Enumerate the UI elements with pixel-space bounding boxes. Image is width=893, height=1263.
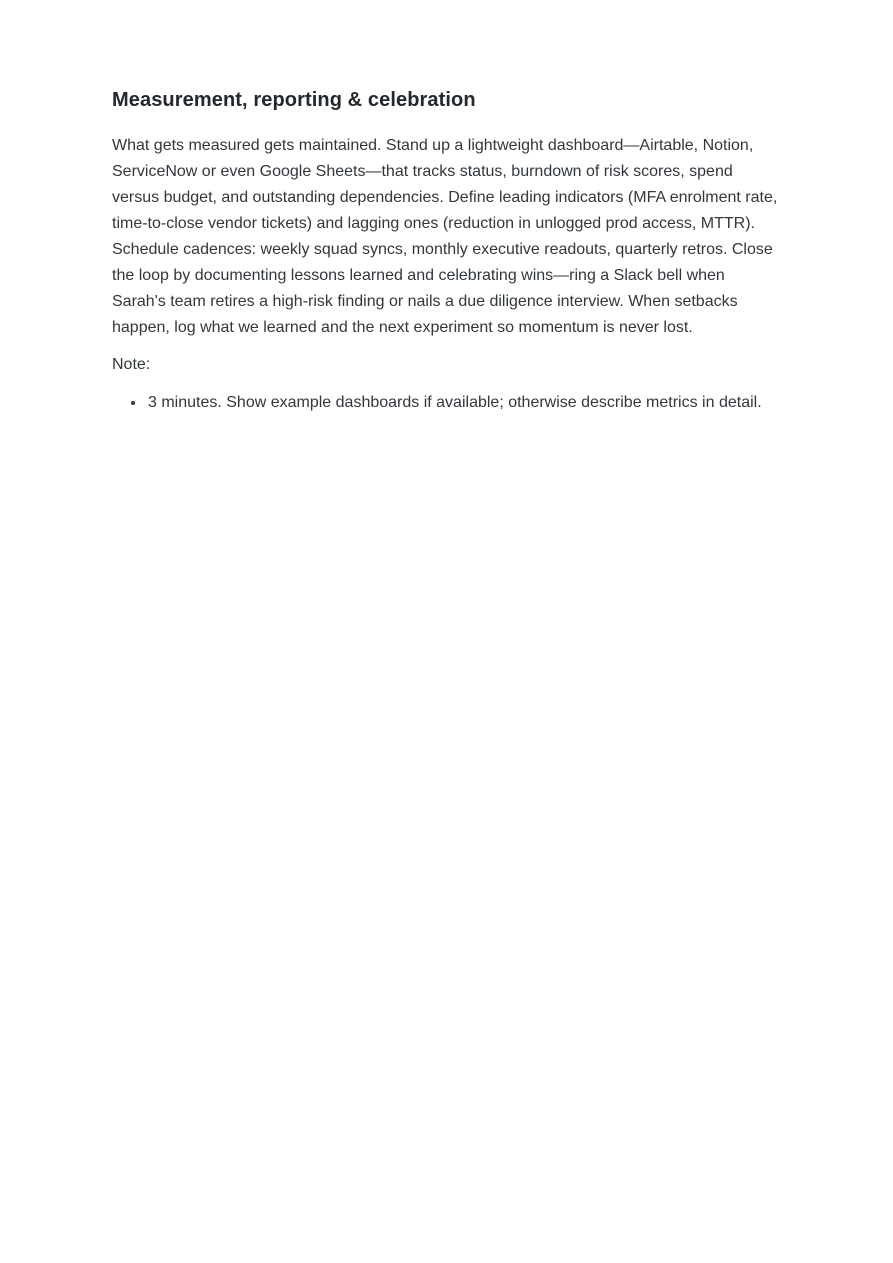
list-item: • 3 minutes. Show example dashboards if available; otherwise describe metrics in detail. xyxy=(146,390,780,416)
section-heading: Measurement, reporting & celebration xyxy=(112,89,476,111)
note-list xyxy=(112,390,780,416)
note-label: Note: xyxy=(112,356,151,373)
document-body xyxy=(112,0,780,416)
section-paragraph: What gets measured gets maintained. Stand up a lightweight dashboard—Airtable, Notion, ServiceNow or even Google Sheets—that tracks status, burndown of risk scores, spend versus budget, and outstanding dependencies. Define leading indicators (MFA enrolment rate, time-to-close vendor tickets) and lagging ones (reduction in unlogged prod access, MTTR). Schedule cadences: weekly squad syncs, monthly executive readouts, quarterly retros. Close the loop by documenting lessons learned and celebrating wins—ring a Slack bell when Sarah's team retires a high-risk finding or nails a due diligence interview. When setbacks happen, log what we learned and the next experiment so momentum is never lost. xyxy=(112,137,778,336)
